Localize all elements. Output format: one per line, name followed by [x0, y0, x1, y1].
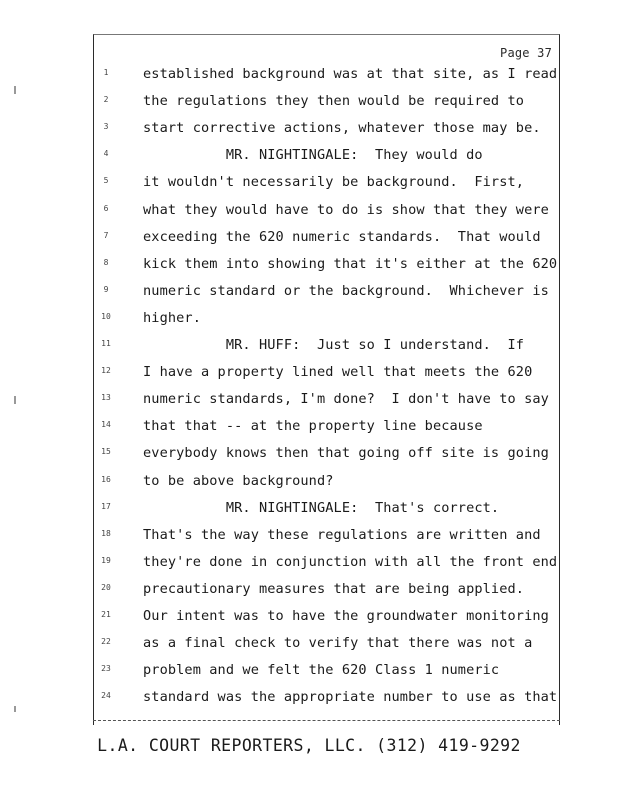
line-number: 7 — [103, 230, 109, 240]
page-frame-bottom-rule — [93, 720, 560, 721]
transcript-line — [0, 581, 618, 601]
line-text: problem and we felt the 620 Class 1 numeric — [143, 662, 500, 679]
scan-mark — [14, 86, 16, 94]
transcript-line — [0, 662, 618, 682]
line-text: higher. — [143, 309, 201, 326]
transcript-line — [0, 418, 618, 438]
line-text: it wouldn't necessarily be background. First, — [143, 174, 525, 191]
line-text: MR. NIGHTINGALE: That's correct. — [143, 499, 500, 516]
line-number: 2 — [103, 95, 109, 105]
transcript-line — [0, 310, 618, 330]
line-number: 9 — [103, 284, 109, 294]
line-text: established background was at that site, as I read — [143, 66, 558, 82]
line-number: 22 — [101, 637, 111, 647]
transcript-line — [0, 527, 618, 547]
line-number: 6 — [103, 203, 109, 213]
line-text: exceeding the 620 numeric standards. That would — [143, 228, 541, 245]
line-number: 11 — [101, 339, 111, 348]
line-text: the regulations they then would be required to — [143, 93, 525, 110]
line-number: 5 — [103, 176, 109, 186]
line-number: 14 — [101, 420, 111, 430]
line-number: 4 — [103, 149, 109, 159]
line-text: numeric standard or the background. Whichever is — [143, 282, 549, 299]
line-text: precautionary measures that are being applied. — [143, 580, 525, 597]
line-number: 3 — [103, 122, 109, 132]
line-text: as a final check to verify that there was not a — [143, 635, 533, 652]
transcript-line — [0, 500, 618, 520]
line-text: I have a property lined well that meets the 620 — [143, 364, 533, 381]
line-number: 12 — [101, 366, 111, 376]
transcript-line — [0, 364, 618, 384]
line-text: Our intent was to have the groundwater monitoring — [143, 608, 549, 624]
transcript-line — [0, 93, 618, 113]
line-text: to be above background? — [143, 472, 334, 489]
line-text: MR. HUFF: Just so I understand. If — [143, 337, 525, 353]
line-text: that that -- at the property line because — [143, 418, 483, 435]
line-number: 8 — [103, 257, 109, 267]
transcript-line — [0, 256, 618, 276]
transcript-line — [0, 66, 618, 86]
scan-mark — [14, 396, 16, 404]
line-number: 1 — [103, 68, 109, 77]
transcript-line — [0, 120, 618, 140]
transcript-line — [0, 229, 618, 249]
transcript-line — [0, 554, 618, 574]
line-text: numeric standards, I'm done? I don't have to say — [143, 391, 549, 408]
transcript-line — [0, 608, 618, 628]
transcript-line — [0, 445, 618, 465]
line-text: start corrective actions, whatever those may be. — [143, 120, 541, 137]
line-text: what they would have to do is show that they were — [143, 201, 549, 218]
line-text: That's the way these regulations are written and — [143, 526, 541, 543]
transcript-line — [0, 174, 618, 194]
line-number: 10 — [101, 311, 111, 321]
line-number: 15 — [101, 447, 111, 457]
line-number: 19 — [101, 555, 111, 565]
transcript-line — [0, 283, 618, 303]
transcript-line — [0, 202, 618, 222]
transcript-line — [0, 147, 618, 167]
line-text: MR. NIGHTINGALE: They would do — [143, 147, 483, 164]
line-text: standard was the appropriate number to use as that — [143, 689, 558, 706]
line-number: 18 — [101, 528, 111, 538]
scan-mark — [14, 706, 16, 712]
line-number: 21 — [101, 610, 111, 619]
line-text: they're done in conjunction with all the front end — [143, 553, 558, 570]
line-text: kick them into showing that it's either at the 620 — [143, 255, 558, 272]
page-number: Page 37 — [500, 46, 552, 60]
line-number: 13 — [101, 393, 111, 403]
line-text: everybody knows then that going off site is going — [143, 445, 549, 462]
line-number: 20 — [101, 582, 111, 592]
court-reporter-footer: L.A. COURT REPORTERS, LLC. (312) 419-9292 — [97, 736, 521, 755]
line-number: 24 — [101, 691, 111, 701]
line-number: 17 — [101, 501, 111, 511]
transcript-line — [0, 391, 618, 411]
transcript-line — [0, 635, 618, 655]
line-number: 23 — [101, 664, 111, 674]
transcript-line — [0, 689, 618, 709]
transcript-line — [0, 473, 618, 493]
transcript-line — [0, 337, 618, 357]
line-number: 16 — [101, 474, 111, 484]
